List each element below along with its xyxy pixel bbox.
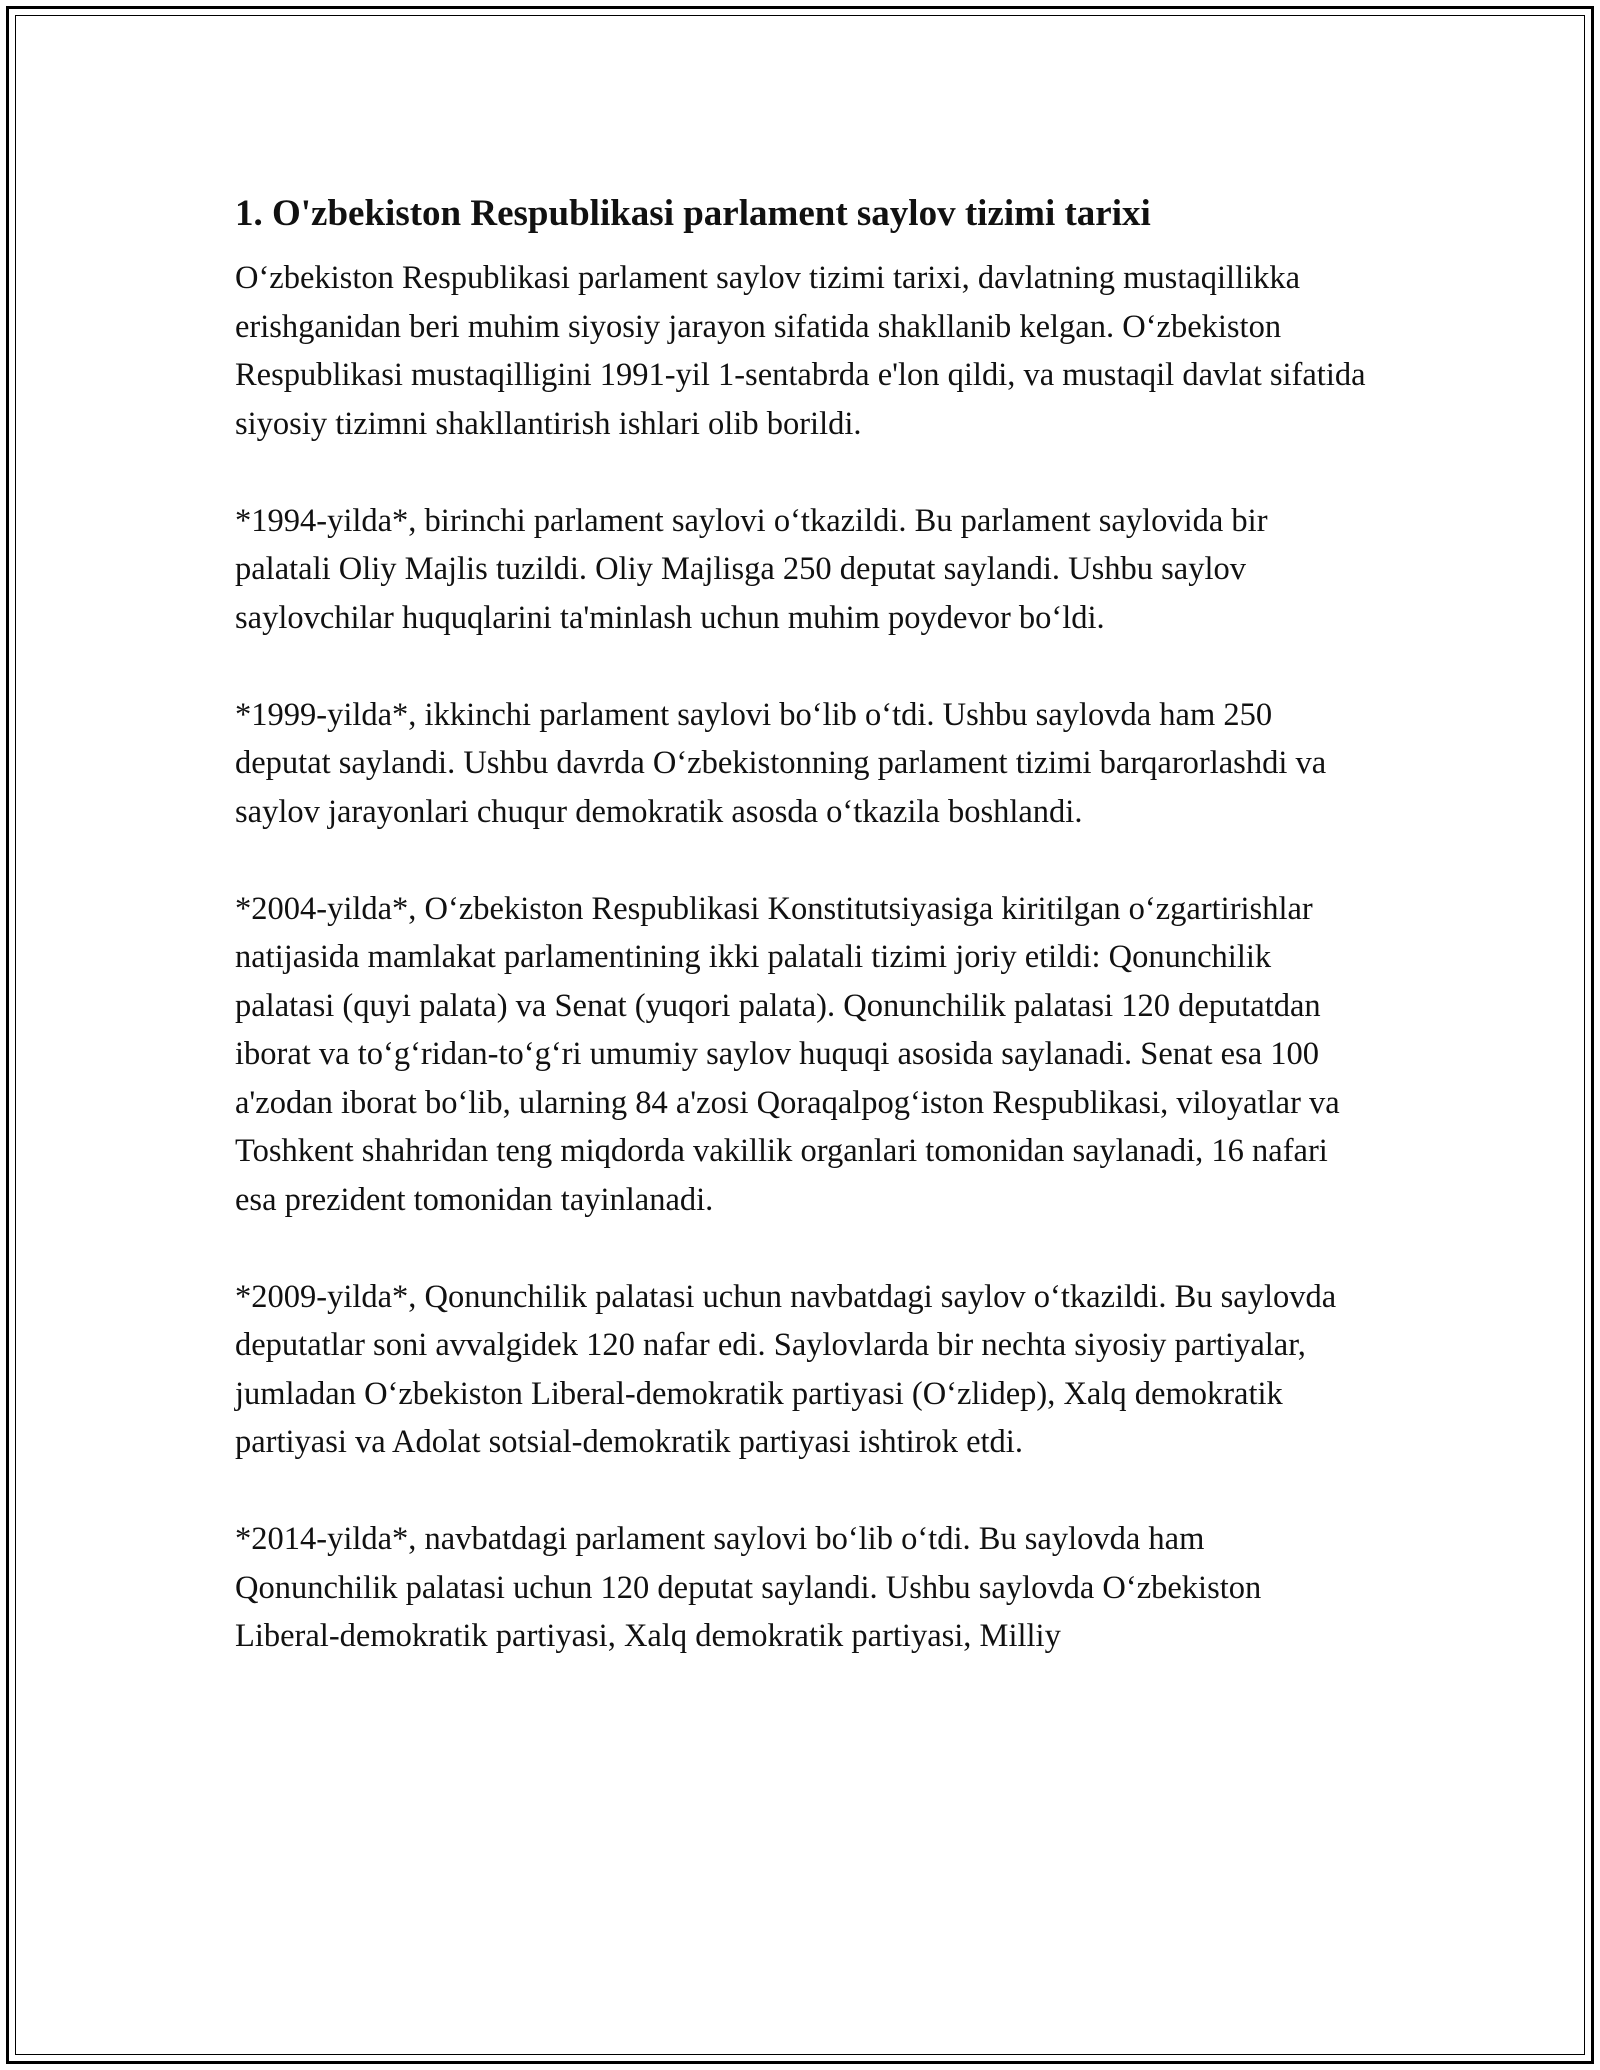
paragraph-1999: *1999-yilda*, ikkinchi parlament saylovi bo‘lib o‘tdi. Ushbu saylovda ham 250 deputat saylandi. Ushbu davrda O‘zbekistonning parlament tizimi barqarorlashdi va saylov jarayonlari chuqur demokratik asosda o‘tkazila boshlandi.	[235, 696, 1327, 830]
paragraph-intro: O‘zbekiston Respublikasi parlament saylov tizimi tarixi, davlatning mustaqillikka erishganidan beri muhim siyosiy jarayon sifatida shakllanib kelgan. O‘zbekiston Respublikasi mustaqilligini 1991-yil 1-sentabrda e'lon qildi, va mustaqil davlat sifatida siyosiy tizimni shakllantirish ishlari olib borildi.	[235, 260, 1366, 442]
paragraph-1994: *1994-yilda*, birinchi parlament saylovi o‘tkazildi. Bu parlament saylovida bir palatali Oliy Majlis tuzildi. Oliy Majlisga 250 deputat saylandi. Ushbu saylov saylovchilar huquqlarini ta'minlash uchun muhim poydevor bo‘ldi.	[235, 502, 1268, 636]
document-body	[235, 188, 1370, 1709]
paragraph-2014: *2014-yilda*, navbatdagi parlament saylovi bo‘lib o‘tdi. Bu saylovda ham Qonunchilik palatasi uchun 120 deputat saylandi. Ushbu saylovda O‘zbekiston Liberal-demokratik partiyasi, Xalq demokratik partiyasi, Milliy	[235, 1521, 1262, 1654]
paragraph-2009: *2009-yilda*, Qonunchilik palatasi uchun navbatdagi saylov o‘tkazildi. Bu saylovda deputatlar soni avvalgidek 120 nafar edi. Saylovlarda bir nechta siyosiy partiyalar, jumladan O‘zbekiston Liberal-demokratik partiyasi (O‘zlidep), Xalq demokratik partiyasi va Adolat sotsial-demokratik partiyasi ishtirok etdi.	[235, 1278, 1337, 1460]
section-heading: 1. O'zbekiston Respublikasi parlament saylov tizimi tarixi	[235, 193, 1151, 234]
paragraph-2004: *2004-yilda*, O‘zbekiston Respublikasi Konstitutsiyasiga kiritilgan o‘zgartirishlar natijasida mamlakat parlamentining ikki palatali tizimi joriy etildi: Qonunchilik palatasi (quyi palata) va Senat (yuqori palata). Qonunchilik palatasi 120 deputatdan iborat va to‘g‘ridan-to‘g‘ri umumiy saylov huquqi asosida saylanadi. Senat esa 100 a'zodan iborat bo‘lib, ularning 84 a'zosi Qoraqalpog‘iston Respublikasi, viloyatlar va Toshkent shahridan teng miqdorda vakillik organlari tomonidan saylanadi, 16 nafari esa prezident tomonidan tayinlanadi.	[235, 890, 1340, 1218]
